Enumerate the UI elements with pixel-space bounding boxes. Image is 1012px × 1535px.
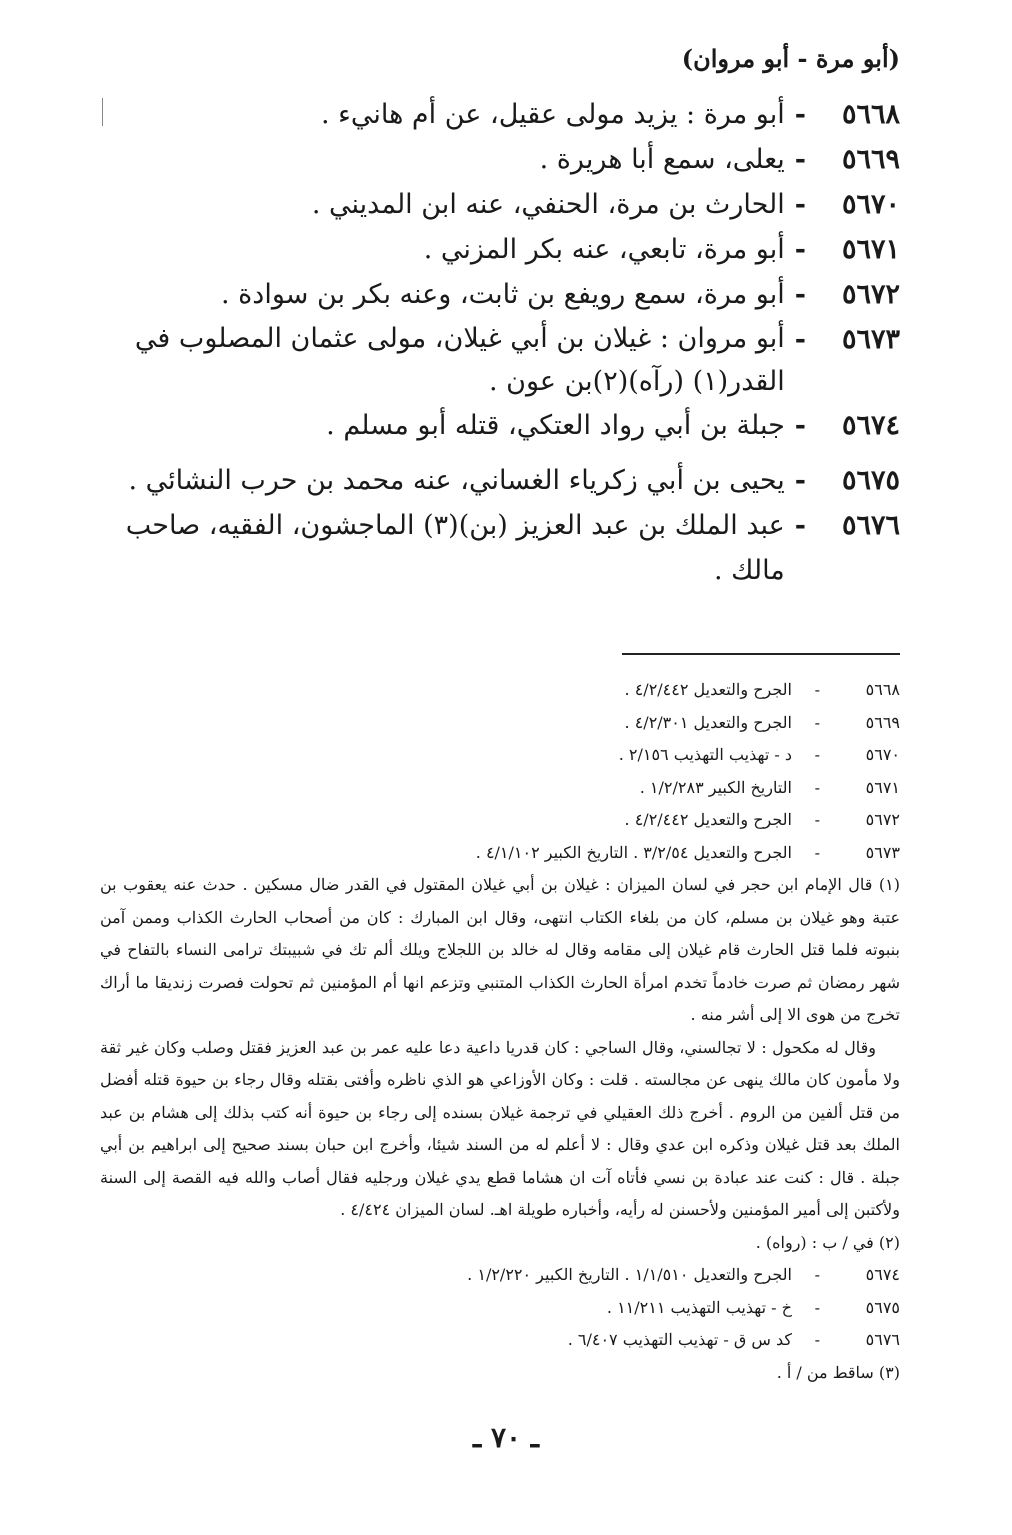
entry: ٥٦٧١ - أبو مرة، تابعي، عنه بكر المزني . [100,227,900,272]
entry-number: ٥٦٧٠ [841,189,900,220]
entry-text: جبلة بن أبي رواد العتكي، قتله أبو مسلم . [326,410,785,441]
entry: ٥٦٧٥ - يحيى بن أبي زكرياء الغساني، عنه محمد بن حرب النشائي . [100,458,900,503]
entry: ٥٦٦٨ - أبو مرة : يزيد مولى عقيل، عن أم هانيء . [100,92,900,137]
note-text: الجرح والتعديل ١/١/٥١٠ . التاريخ الكبير ١/٢/٢٢٠ . [467,1265,792,1284]
note-number: ٥٦٧٥ [865,1297,900,1317]
note-number: ٥٦٧١ [865,777,900,797]
note-row: ٥٦٦٨ - الجرح والتعديل ٤/٢/٤٤٢ . [100,674,900,707]
note-number: ٥٦٧٢ [865,810,900,829]
entry-text: الحارث بن مرة، الحنفي، عنه ابن المديني . [311,189,785,220]
entry: ٥٦٧٤ - جبلة بن أبي رواد العتكي، قتله أبو مسلم . [100,403,900,448]
note-number: ٥٦٦٨ [865,680,900,699]
note-number: ٥٦٦٩ [865,712,900,732]
note-number: ٥٦٧٦ [865,1330,900,1349]
entry: ٥٦٧٣ - أبو مروان : غيلان بن أبي غيلان، مولى عثمان المصلوب في القدر(١) (رآه)(٢)بن عون . [100,317,900,403]
entry: ٥٦٦٩ - يعلى، سمع أبا هريرة . [100,137,900,182]
note-text: التاريخ الكبير ١/٢/٢٨٣ . [639,777,792,797]
entry-text: يحيى بن أبي زكرياء الغساني، عنه محمد بن حرب النشائي . [128,465,785,496]
note-text: خ - تهذيب التهذيب ١١/٢١١ . [606,1297,792,1317]
note-text: الجرح والتعديل ٤/٢/٤٤٢ . [624,810,792,829]
note-row: ٥٦٧٣ - الجرح والتعديل ٣/٢/٥٤ . التاريخ الكبير ٤/١/١٠٢ . [100,837,900,870]
note-number: ٥٦٧٠ [865,745,900,764]
entry-number: ٥٦٧٤ [841,410,900,441]
footnote-separator [622,653,900,655]
note-row: ٥٦٧٢ - الجرح والتعديل ٤/٢/٤٤٢ . [100,804,900,837]
note-text: الجرح والتعديل ٣/٢/٥٤ . التاريخ الكبير ٤/١/١٠٢ . [475,842,792,862]
entry-number: ٥٦٧٢ [841,279,900,310]
note-text: الجرح والتعديل ٤/٢/٤٤٢ . [624,680,792,699]
entries-list [100,92,900,593]
note-number: ٥٦٧٤ [865,1265,900,1284]
footnotes [100,674,900,1389]
note-text: كد س ق - تهذيب التهذيب ٦/٤٠٧ . [567,1330,792,1349]
note-row: ٥٦٦٩ - الجرح والتعديل ٤/٢/٣٠١ . [100,707,900,740]
entry-number: ٥٦٦٩ [841,144,900,175]
entry-text: يعلى، سمع أبا هريرة . [539,144,785,175]
entry-text: عبد الملك بن عبد العزيز (بن)(٣) الماجشون، الفقيه، صاحب مالك . [125,510,785,586]
entry-text: أبو مرة : يزيد مولى عقيل، عن أم هانيء . [321,99,785,130]
entry-text: أبو مروان : غيلان بن أبي غيلان، مولى عثمان المصلوب في القدر(١) (رآه)(٢)بن عون . [134,323,785,397]
note-row: ٥٦٧٠ - د - تهذيب التهذيب ٢/١٥٦ . [100,739,900,772]
footnote-1-continuation: وقال له مكحول : لا تجالسني، وقال الساجي : كان قدريا داعية دعا عليه عمر بن عبد العزيز فقتل وصلب وكان غير ثقة ولا مأمون كان مالك ينهى عن مجالسته . قلت : وكان الأوزاعي هو الذي ناظره وأفتى بقتله وقال رجاء بن حيوة قتله أفضل من قتل ألفين من الروم . أخرج ذلك العقيلي في ترجمة غيلان بسنده إلى رجاء بن حيوة أنه كتب بذلك إلى هشام بن عبد الملك بعد قتل غيلان وذكره ابن عدي وقال : لا أعلم له من السند شيئا، وأخرج ابن حبان بسند صحيح إلى ابراهيم بن أبي جبلة . قال : كنت عند عبادة بن نسي فأتاه آت ان هشاما قطع يدي غيلان ورجليه فقال أصاب والله فيه القصة إلى السنة ولأكتبن إلى أمير المؤمنين ولأحسنن له رأيه، وأخباره طويلة اهـ. لسان الميزان ٤/٤٢٤ . [100,1037,900,1219]
note-row: ٥٦٧٦ - كد س ق - تهذيب التهذيب ٦/٤٠٧ . [100,1324,900,1357]
note-row: ٥٦٧٥ - خ - تهذيب التهذيب ١١/٢١١ . [100,1292,900,1325]
page-number: ـ ٧٠ ـ [473,1421,539,1454]
note-number: ٥٦٧٣ [865,842,900,862]
entry: ٥٦٧٢ - أبو مرة، سمع رويفع بن ثابت، وعنه بكر بن سوادة . [100,272,900,317]
footnote-2: (٢) في / ب : (رواه) . [755,1232,900,1252]
footnote-3: (٣) ساقط من / أ . [776,1362,900,1382]
note-text: د - تهذيب التهذيب ٢/١٥٦ . [618,745,792,764]
entry-number: ٥٦٧٥ [841,465,900,496]
page-header: (أبو مرة - أبو مروان) [681,44,900,73]
entry-number: ٥٦٧٦ [841,510,900,541]
entry-text: أبو مرة، سمع رويفع بن ثابت، وعنه بكر بن سوادة . [221,279,785,310]
entry-text: أبو مرة، تابعي، عنه بكر المزني . [423,234,785,265]
note-row: ٥٦٧٤ - الجرح والتعديل ١/١/٥١٠ . التاريخ الكبير ١/٢/٢٢٠ . [100,1259,900,1292]
note-row: ٥٦٧١ - التاريخ الكبير ١/٢/٢٨٣ . [100,772,900,805]
entry: ٥٦٧٠ - الحارث بن مرة، الحنفي، عنه ابن المديني . [100,182,900,227]
entry: ٥٦٧٦ - عبد الملك بن عبد العزيز (بن)(٣) الماجشون، الفقيه، صاحب مالك . [100,503,900,593]
entry-number: ٥٦٧٣ [841,324,900,355]
entry-number: ٥٦٧١ [841,234,900,265]
note-text: الجرح والتعديل ٤/٢/٣٠١ . [624,712,792,732]
footnote-1-paragraph: (١) قال الإمام ابن حجر في لسان الميزان : غيلان بن أبي غيلان المقتول في القدر ضال مسكين . حدث عنه يعقوب بن عتبة وهو غيلان بن مسلم، كان من بلغاء الكتاب انتهى، وقال ابن المبارك : كان من أصحاب الحارث الكذاب وممن آمن بنبوته فلما قتل الحارث قام غيلان إلى مقامه وقال له خالد بن اللجلاج ويلك ألم تك في شبيبتك ترامى النساء بالتفاح في شهر رمضان ثم صرت خادماً تخدم امرأة الحارث الكذاب المتنبي وتزعم انها أم المؤمنين ثم تحولت فصرت زنديقا ما أراك تخرج من هوى الا إلى أشر منه . [100,875,901,1024]
entry-number: ٥٦٦٨ [841,99,900,130]
